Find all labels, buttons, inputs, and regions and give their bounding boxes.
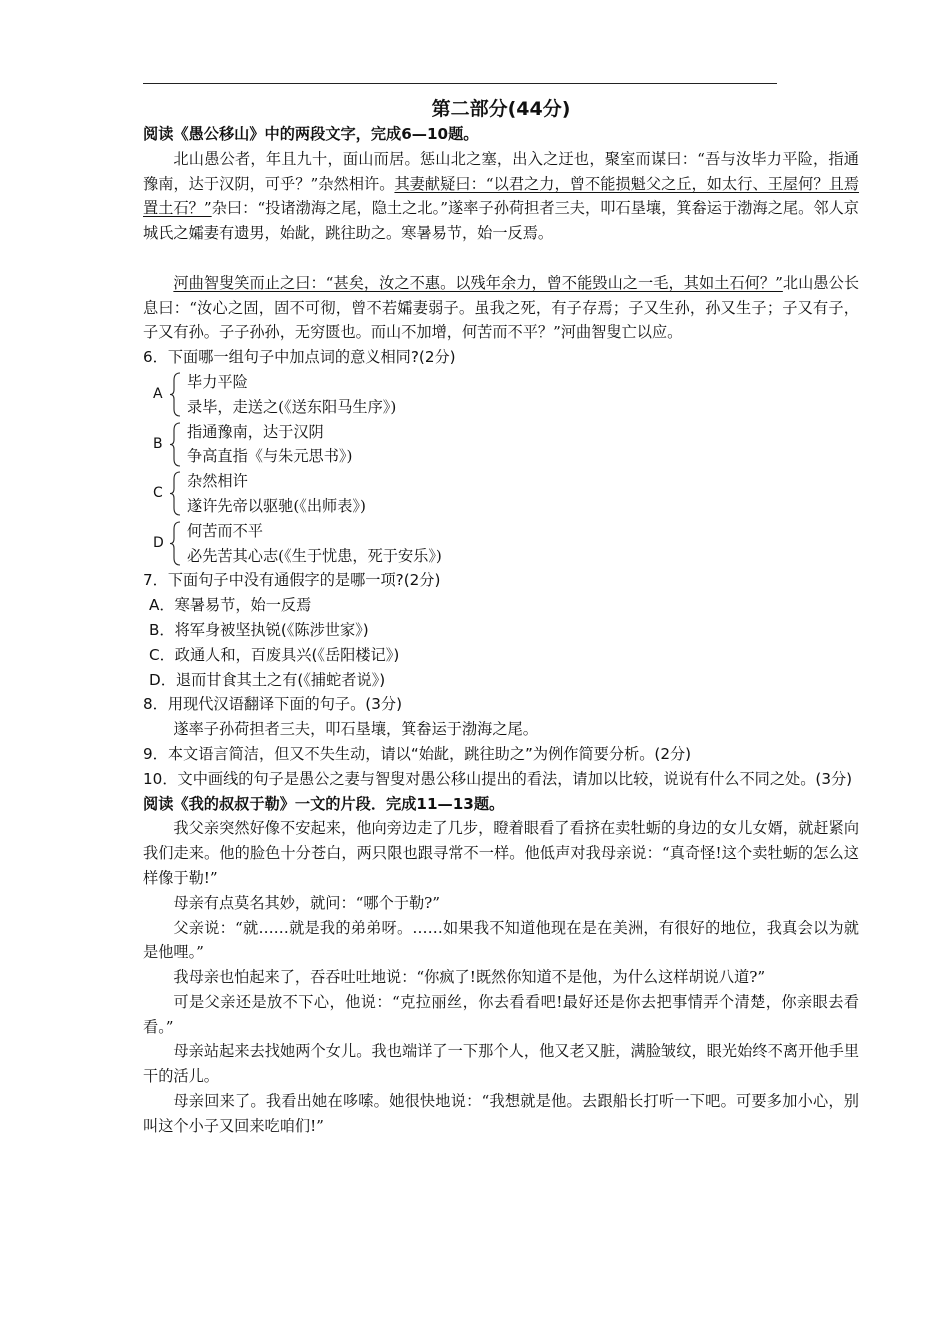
question-10: 10．文中画线的句子是愚公之妻与智叟对愚公移山提出的看法，请加以比较，说说有什么不同之处。(3分) (143, 769, 853, 788)
option-line: 遂许先帝以驱驰(《出师表》) (187, 496, 366, 515)
option-letter: A (153, 385, 163, 402)
question-9: 9．本文语言简洁，但又不失生动，请以“始龀，跳往助之”为例作简要分析。(2分) (143, 744, 692, 763)
passage2-paragraph: 可是父亲还是放不下心，他说：“克拉丽丝，你去看看吧!最好还是你去把事情弄个清楚，你亲眼去看看。” (143, 992, 859, 1036)
option-line: 指通豫南，达于汉阴 (187, 422, 324, 441)
q8-sentence: 遂率子孙荷担者三夫，叩石垦壤，箕畚运于渤海之尾。 (173, 720, 538, 739)
brace-icon (170, 521, 182, 566)
passage2-paragraph: 我父亲突然好像不安起来，他向旁边走了几步，瞪着眼看了看挤在卖牡蛎的身边的女儿女婿，就赶紧向我们走来。他的脸色十分苍白，两只限也跟寻常不一样。他低声对我母亲说：“真奇怪!这个卖牡蛎的怎么这样像于勒!” (143, 819, 859, 887)
q6-option-c (143, 469, 859, 519)
q7-option-a: A．寒暑易节，始一反焉 (149, 596, 312, 615)
passage1-paragraph2 (143, 271, 859, 345)
q7-option-c: C．政通人和，百废具兴(《岳阳楼记》) (149, 645, 400, 664)
q6-option-b (143, 420, 859, 470)
para1-text-cont: 杂曰：“投诸渤海之尾，隐土之北。”遂率子孙荷担者三夫，叩石垦壤，箕畚运于渤海之尾。邻人京城氏之孀妻有遗男，始龀，跳往助之。寒暑易节，始一反焉。 (143, 199, 859, 243)
option-line: 何苦而不平 (187, 521, 263, 540)
option-line: 争高直指《与朱元思书》) (187, 447, 353, 466)
para2-text: 北山愚公长息曰：“汝心之固，固不可彻，曾不若孀妻弱子。虽我之死，有子存焉；子又生孙，孙又生子；子又有子，子又有孙。子子孙孙，无穷匮也。而山不加增，何苦而不平？”河曲智叟亡以应。 (143, 273, 860, 342)
part-title: 第二部分(44分) (431, 98, 571, 120)
passage2-paragraph: 母亲有点莫名其妙，就问：“哪个于勒?” (173, 893, 441, 912)
para1-text: 北山愚公者，年且九十，面山而居。惩山北之塞，出入之迂也，聚室而谋曰：“吾与汝毕力平险，指通豫南，达于汉阴，可乎？”杂然相许。 (143, 149, 859, 193)
underlined-sentence-zhisou: 河曲智叟笑而止之曰：“甚矣，汝之不惠。以残年余力，曾不能毁山之一毛，其如土石何？” (173, 273, 783, 292)
passage2-paragraph: 母亲回来了。我看出她在哆嗦。她很快地说：“我想就是他。去跟船长打听一下吧。可要多加小心，别叫这个小子又回来吃咱们!” (143, 1092, 859, 1135)
section1-heading: 阅读《愚公移山》中的两段文字，完成6—10题。 (143, 125, 479, 143)
q7-option-b: B．将军身被坚执锐(《陈涉世家》) (149, 620, 369, 639)
option-line: 杂然相许 (187, 472, 248, 491)
brace-icon (170, 471, 182, 516)
option-line: 毕力平险 (187, 372, 248, 391)
option-letter: D (153, 534, 164, 551)
option-letter: C (153, 485, 163, 502)
question-8: 8．用现代汉语翻译下面的句子。(3分) (143, 695, 402, 714)
brace-icon (170, 372, 182, 417)
option-line: 必先苦其心志(《生于忧患，死于安乐》) (187, 546, 442, 565)
header-rule (143, 83, 777, 84)
passage2-paragraph: 我母亲也怕起来了，吞吞吐吐地说：“你疯了!既然你知道不是他，为什么这样胡说八道?” (173, 968, 766, 987)
brace-icon (170, 422, 182, 467)
blank-line (143, 246, 859, 271)
question-7: 7．下面句子中没有通假字的是哪一项?(2分) (143, 571, 441, 590)
option-line: 录毕，走送之(《送东阳马生序》) (187, 397, 397, 416)
q7-option-d: D．退而甘食其土之有(《捕蛇者说》) (149, 670, 386, 689)
exam-content (143, 122, 859, 1139)
q6-option-d (143, 519, 859, 569)
passage2-paragraph: 母亲站起来去找她两个女儿。我也端详了一下那个人，他又老又脏，满脸皱纹，眼光始终不离开他手里干的活儿。 (143, 1042, 859, 1086)
passage2-paragraph: 父亲说：“就……就是我的弟弟呀。……如果我不知道他现在是在美洲，有很好的地位，我真会以为就是他哩。” (143, 918, 859, 962)
section2-heading: 阅读《我的叔叔于勒》一文的片段．完成11—13题。 (143, 794, 505, 813)
passage1-paragraph1 (143, 147, 859, 246)
underlined-sentence-wife: 其妻献疑曰：“以君之力，曾不能损魁父之丘，如太行、王屋何？且焉置土石？” (143, 174, 860, 218)
option-letter: B (153, 435, 163, 452)
question-6: 6．下面哪一组句子中加点词的意义相同?(2分) (143, 348, 456, 367)
q6-option-a (143, 370, 859, 420)
